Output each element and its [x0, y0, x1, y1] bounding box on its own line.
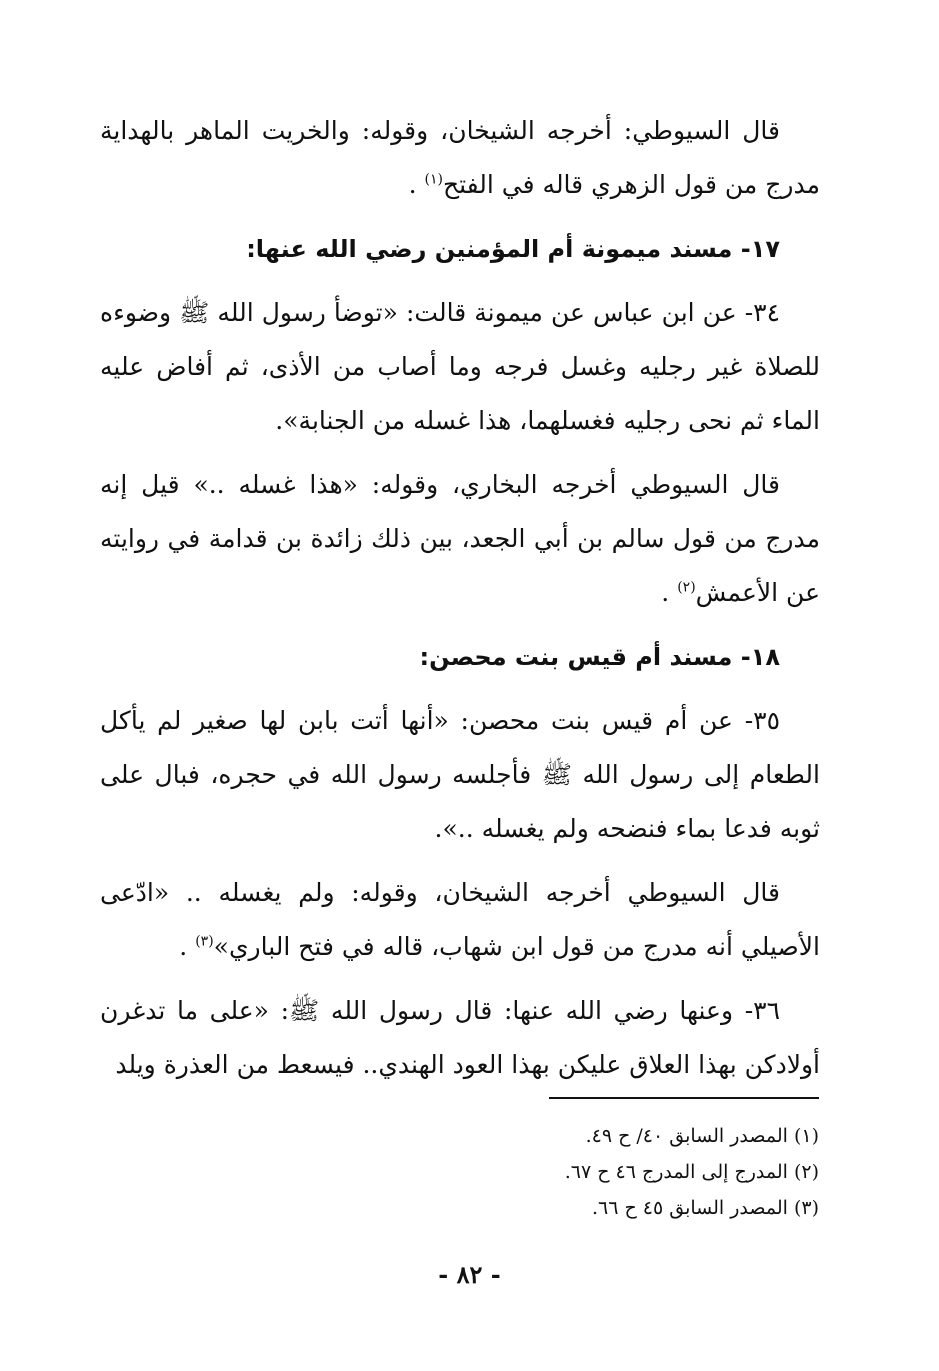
paragraph-commentary-1: قال السيوطي: أخرجه الشيخان، وقوله: والخريت الماهر بالهداية مدرج من قول الزهري قاله في الفتح$^{(١)}$ .: [100, 116, 820, 199]
section-heading-maymuna: ١٧- مسند ميمونة أم المؤمنين رضي الله عنها:: [246, 235, 780, 263]
footnote-2: (٢) المدرج إلى المدرج ٤٦ ح ٦٧.: [564, 1161, 819, 1183]
hadith-36: ٣٦- وعنها رضي الله عنها: قال رسول الله ﷺ: «على ما تدغرن أولادكن بهذا العلاق عليكن بهذا العود الهندي.. فيسعط من العذرة ويلد: [100, 996, 820, 1079]
footnote-ref-1[interactable]: (١): [424, 171, 443, 188]
footnote-divider: [549, 1097, 819, 1099]
main-text: [100, 104, 820, 1102]
paragraph-commentary-3: قال السيوطي أخرجه الشيخان، وقوله: ولم يغسله .. «ادّعى الأصيلي أنه مدرج من قول ابن شهاب، قاله في فتح الباري»$^{(٣)}$ .: [100, 878, 820, 961]
footnotes: [319, 1118, 819, 1226]
hadith-34: ٣٤- عن ابن عباس عن ميمونة قالت: «توضأ رسول الله ﷺ وضوءه للصلاة غير رجليه وغسل فرجه وما أصاب من الأذى، ثم أفاض عليه الماء ثم نحى رجليه فغسلهما، هذا غسله من الجنابة».: [100, 298, 820, 435]
paragraph-commentary-2: قال السيوطي أخرجه البخاري، وقوله: «هذا غسله ..» قيل إنه مدرج من قول سالم بن أبي الجعد، بين ذلك زائدة بن قدامة في روايته عن الأعمش$^{(٢)}$ .: [100, 470, 820, 607]
footnote-ref-3[interactable]: (٣): [195, 933, 214, 950]
section-heading-umm-qays: ١٨- مسند أم قيس بنت محصن:: [419, 643, 780, 671]
footnote-1: (١) المصدر السابق ٤٠/ ح ٤٩.: [585, 1125, 819, 1147]
hadith-35: ٣٥- عن أم قيس بنت محصن: «أنها أتت بابن لها صغير لم يأكل الطعام إلى رسول الله ﷺ فأجلسه رسول الله في حجره، فبال على ثوبه فدعا بماء فنضحه ولم يغسله ..».: [100, 706, 820, 843]
footnote-3: (٣) المصدر السابق ٤٥ ح ٦٦.: [591, 1197, 819, 1219]
page-number: - ٨٢ -: [438, 1260, 501, 1289]
footnote-ref-2[interactable]: (٢): [677, 579, 696, 596]
